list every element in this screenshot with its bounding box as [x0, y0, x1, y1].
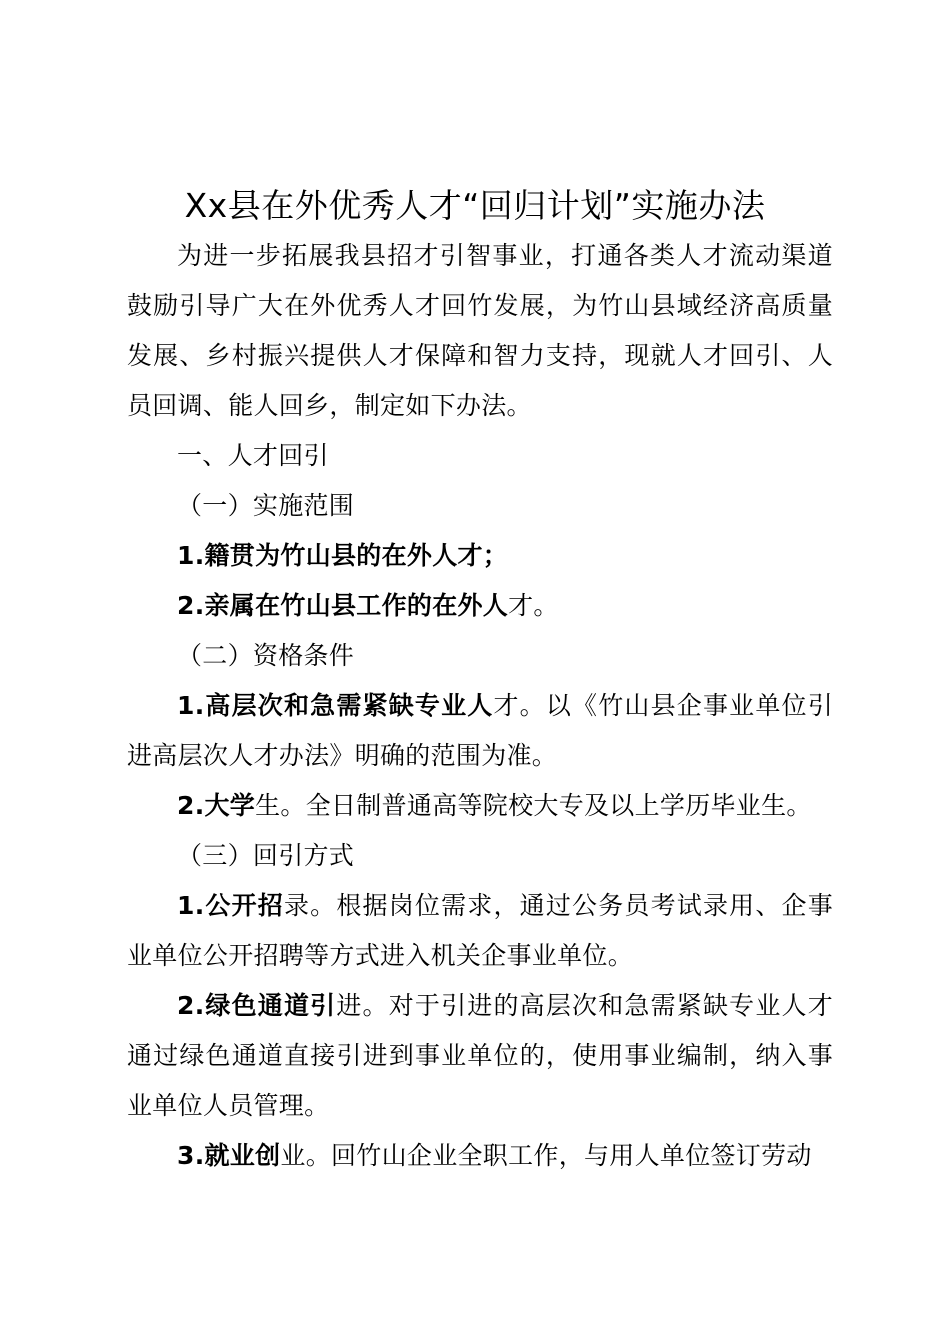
qualification-item-2-lead: 2.大学 [177, 791, 256, 820]
method-item-3-lead: 3.就业创 [177, 1141, 281, 1170]
scope-item-1: 1.籍贯为竹山县的在外人才； [177, 541, 509, 570]
scope-item-2 [127, 581, 833, 631]
document-title: Xx县在外优秀人才“回归计划”实施办法 [184, 186, 766, 225]
method-item-2-text: 进。对于引进的高层次和急需紧缺专业人才通过绿色通道直接引进到事业单位的，使用事业编制，纳入事业单位人员管理。 [127, 991, 834, 1120]
method-item-2-lead: 2.绿色通道引 [177, 991, 337, 1020]
method-item-1 [127, 881, 833, 981]
intro-paragraph: 为进一步拓展我县招才引智事业，打通各类人才流动渠道鼓励引导广大在外优秀人才回竹发展，为竹山县域经济高质量发展、乡村振兴提供人才保障和智力支持，现就人才回引、人员回调、能人回乡，制定如下办法。 [127, 241, 833, 420]
qualification-item-2 [127, 781, 833, 831]
qualification-item-1-text: 才。以《竹山县企事业单位引进高层次人才办法》明确的范围为准。 [127, 691, 834, 770]
method-item-3 [127, 1131, 833, 1181]
method-item-1-lead: 1.公开招 [177, 891, 284, 920]
section-heading-talent-return: 一、人才回引 [177, 441, 329, 470]
subheading-scope: （一）实施范围 [177, 491, 355, 520]
scope-item-2-lead: 2.亲属在竹山县工作的在外人 [177, 591, 509, 620]
qualification-item-2-text: 生。全日制普通高等院校大专及以上学历毕业生。 [255, 791, 812, 820]
method-item-3-text: 业。回竹山企业全职工作，与用人单位签订劳动 [280, 1141, 812, 1170]
document-body [127, 231, 833, 1181]
qualification-item-1 [127, 681, 833, 781]
subheading-qualifications: （二）资格条件 [177, 641, 355, 670]
subheading-methods: （三）回引方式 [177, 841, 355, 870]
qualification-item-1-lead: 1.高层次和急需紧缺专业人 [177, 691, 494, 720]
scope-item-2-text: 才。 [508, 591, 559, 620]
method-item-1-text: 录。根据岗位需求，通过公务员考试录用、企事业单位公开招聘等方式进入机关企事业单位。 [127, 891, 833, 970]
method-item-2 [127, 981, 833, 1131]
